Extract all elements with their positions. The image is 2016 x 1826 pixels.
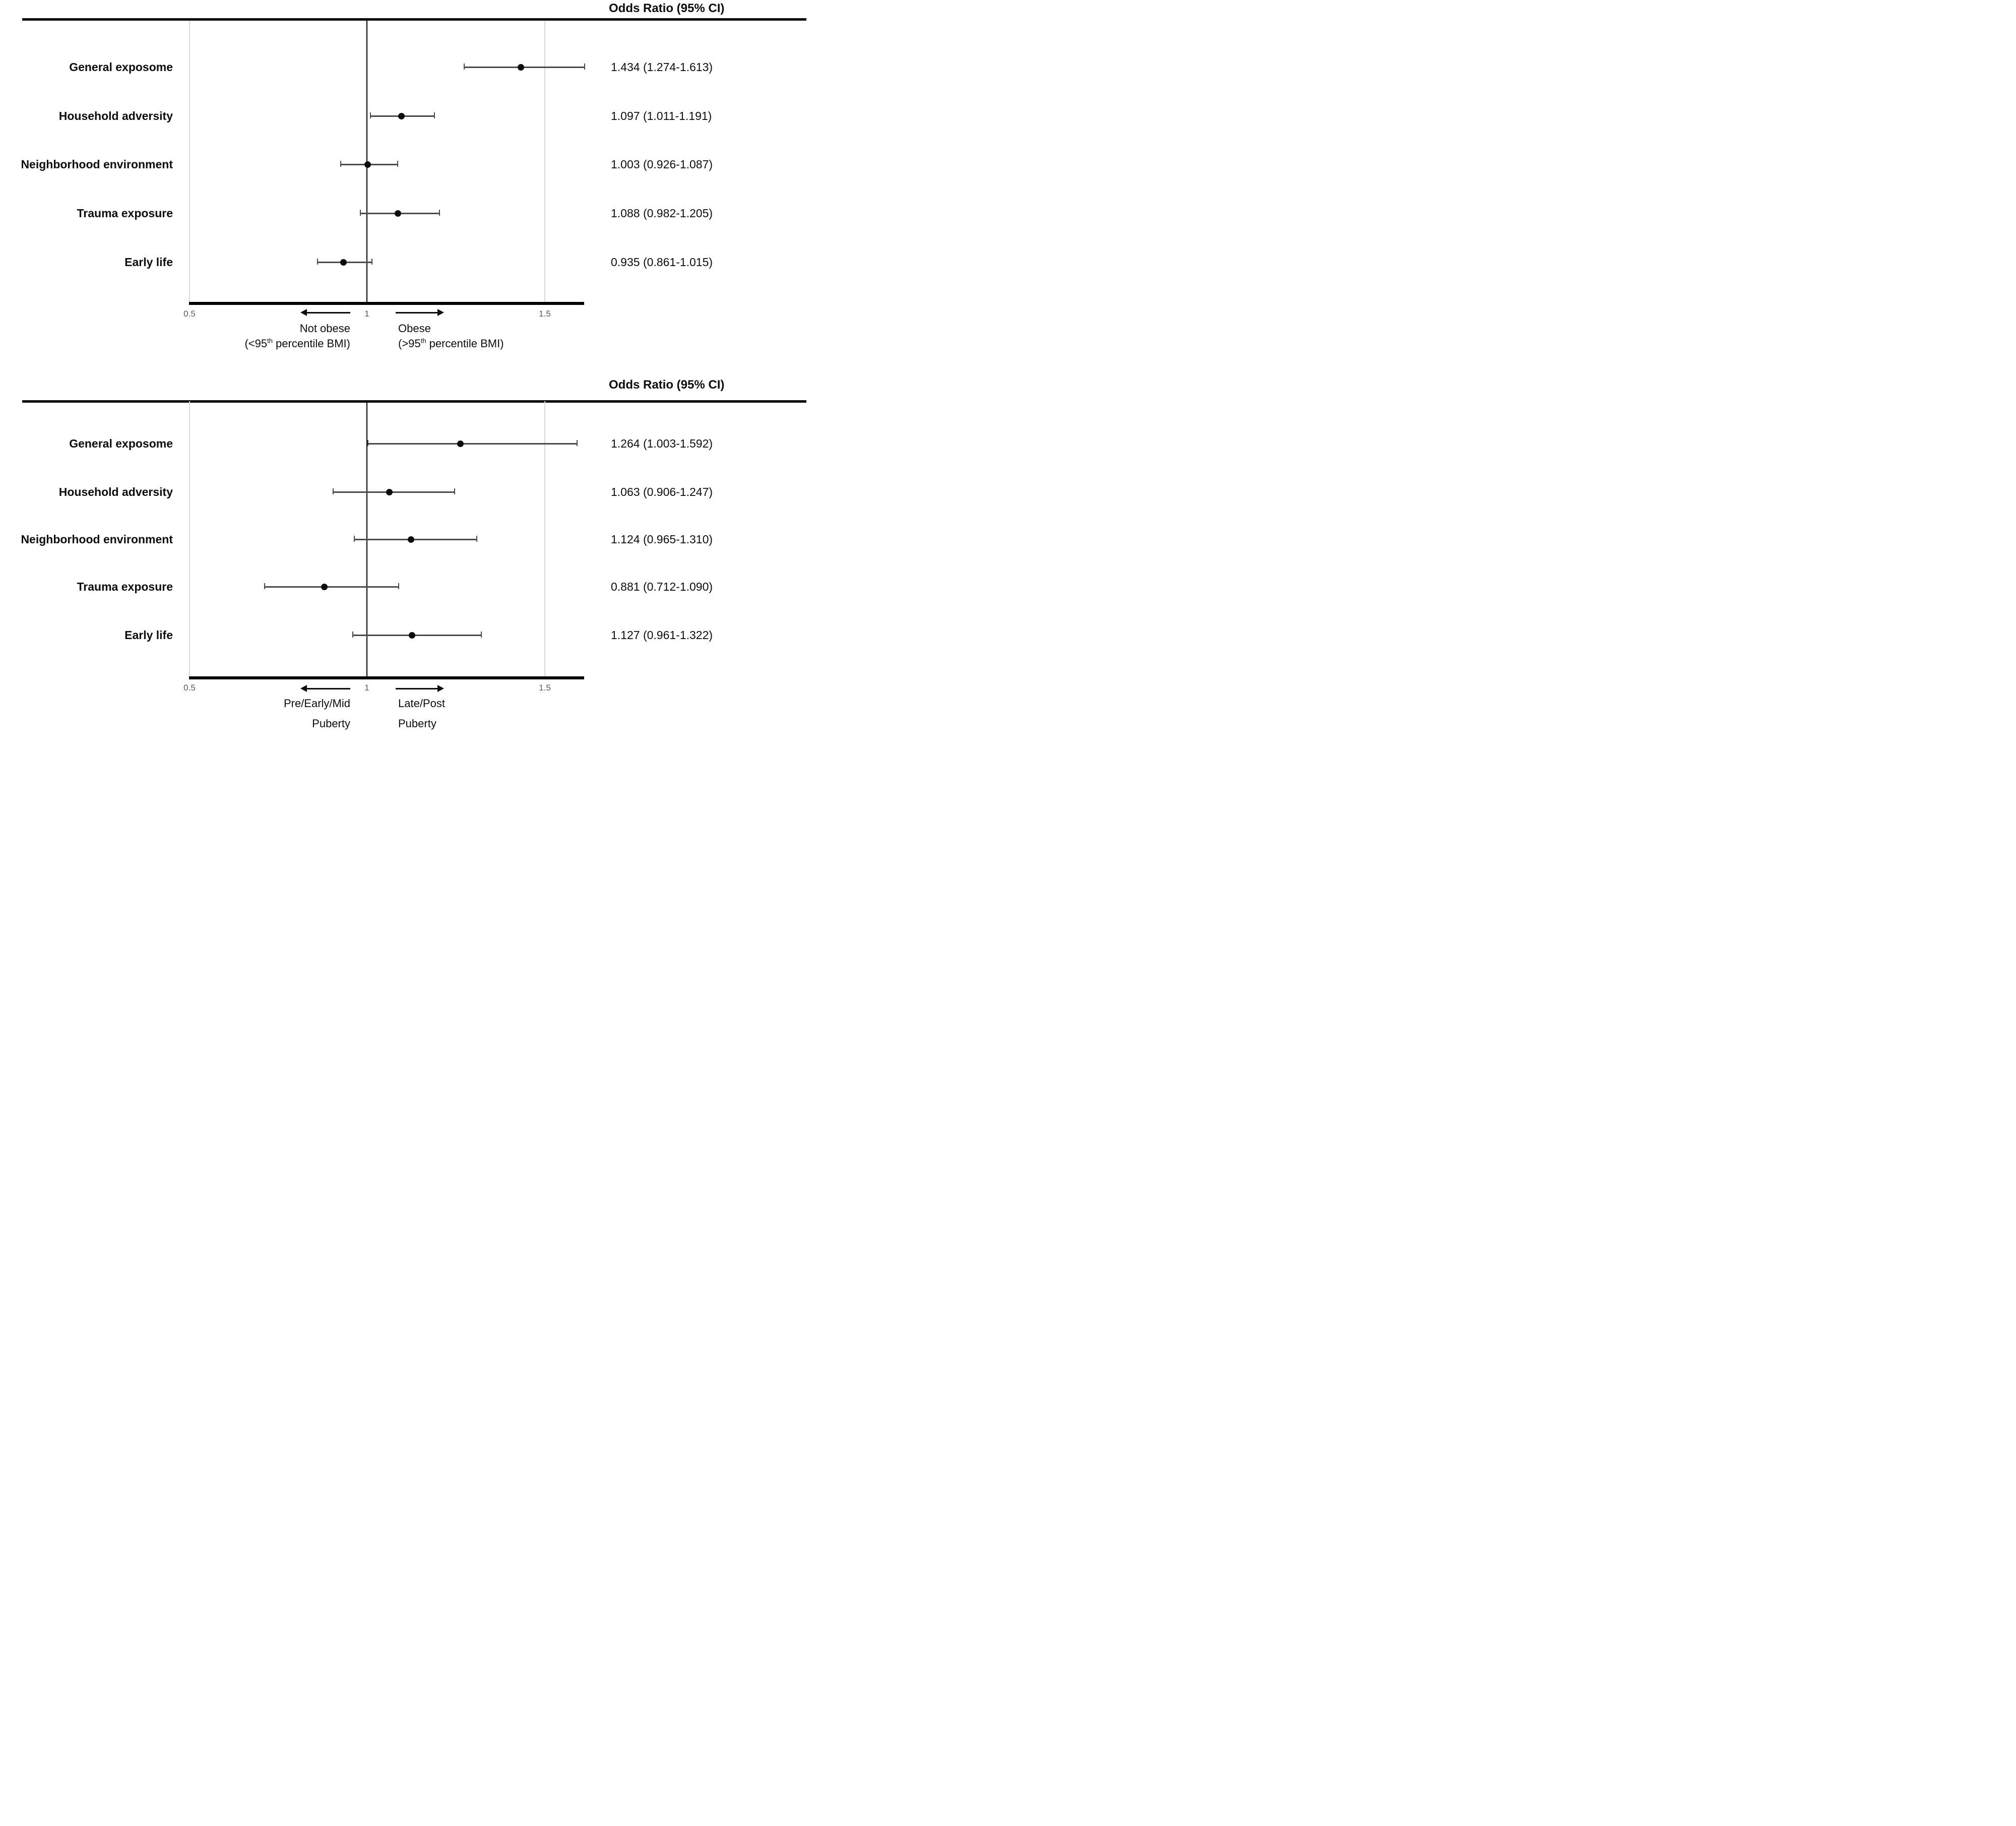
- row-label: Early life: [124, 628, 173, 642]
- direction-label-line: [149, 694, 350, 714]
- label-text: Pre/Early/Mid: [283, 697, 350, 710]
- row-value: 0.935 (0.861-1.015): [611, 256, 713, 269]
- row-labels-column: [0, 401, 176, 679]
- ci-cap-right: [398, 583, 399, 589]
- row-label: General exposome: [69, 60, 173, 74]
- ci-cap-right: [476, 536, 477, 542]
- ci-bar: [354, 539, 477, 540]
- label-text: (>95: [398, 337, 421, 350]
- forest-plot-figure: [0, 0, 806, 731]
- label-text: Obese: [398, 322, 431, 335]
- plot-area: [189, 401, 580, 679]
- arrow-shaft: [306, 688, 350, 689]
- row-label: Neighborhood environment: [21, 533, 173, 546]
- ci-bar: [368, 443, 578, 445]
- ci-cap-right: [577, 440, 578, 446]
- row-label: Trauma exposure: [77, 580, 173, 593]
- direction-label-left: [149, 694, 350, 731]
- ci-bar: [353, 635, 481, 636]
- tick-1-5: 1.5: [539, 683, 551, 692]
- arrow-shaft: [396, 688, 438, 689]
- row-value: 1.124 (0.965-1.310): [611, 533, 713, 546]
- ci-cap-right: [454, 488, 455, 494]
- point-marker: [409, 632, 415, 639]
- ci-cap-left: [367, 440, 368, 446]
- row-value: 1.127 (0.961-1.322): [611, 628, 713, 642]
- row-value: 1.097 (1.011-1.191): [611, 109, 712, 122]
- row-value: 1.264 (1.003-1.592): [611, 437, 713, 450]
- direction-label-right: [398, 694, 610, 731]
- ci-cap-left: [354, 536, 355, 542]
- point-marker: [386, 489, 393, 495]
- values-column: [611, 401, 806, 679]
- label-text: percentile BMI): [272, 337, 350, 350]
- arrow-right-icon: [396, 685, 444, 692]
- label-text: Puberty: [398, 717, 436, 730]
- ci-bar: [265, 586, 399, 588]
- tick-1: 1: [364, 309, 369, 319]
- ci-bar: [333, 491, 455, 493]
- label-text: (<95: [244, 337, 268, 350]
- point-marker: [408, 536, 414, 543]
- superscript: th: [420, 337, 426, 345]
- ci-cap-left: [333, 488, 334, 494]
- ci-cap-left: [264, 583, 265, 589]
- row-label: Neighborhood environment: [21, 158, 173, 171]
- data-rows: [189, 401, 580, 676]
- row-label: General exposome: [69, 437, 173, 450]
- panel-puberty-outcome: [0, 0, 806, 731]
- ci-cap-left: [352, 632, 353, 638]
- ci-cap-right: [481, 632, 482, 638]
- superscript: th: [267, 337, 273, 345]
- panel-header: Odds Ratio (95% CI): [609, 378, 725, 392]
- label-text: percentile BMI): [426, 337, 504, 350]
- point-marker: [457, 440, 464, 447]
- row-label: Early life: [124, 256, 173, 269]
- direction-label-line: [149, 714, 350, 731]
- row-value: 1.003 (0.926-1.087): [611, 158, 713, 171]
- row-value: 1.063 (0.906-1.247): [611, 485, 713, 498]
- panel-header: Odds Ratio (95% CI): [609, 2, 725, 15]
- arrow-left-icon: [300, 685, 350, 692]
- tick-0-5: 0.5: [183, 683, 196, 692]
- row-label: Household adversity: [58, 485, 173, 498]
- row-value: 0.881 (0.712-1.090): [611, 580, 713, 593]
- tick-0-5: 0.5: [183, 309, 196, 319]
- row-value: 1.088 (0.982-1.205): [611, 207, 713, 220]
- x-axis-line: [189, 676, 584, 679]
- label-text: Late/Post: [398, 697, 445, 710]
- row-label: Trauma exposure: [77, 207, 173, 220]
- point-marker: [321, 584, 328, 590]
- label-text: Puberty: [312, 717, 350, 730]
- direction-label-line: [398, 694, 610, 714]
- row-value: 1.434 (1.274-1.613): [611, 60, 713, 74]
- row-label: Household adversity: [58, 109, 173, 122]
- label-text: Not obese: [299, 322, 350, 335]
- arrowhead-right: [437, 685, 444, 692]
- direction-label-line: [398, 714, 610, 731]
- tick-1-5: 1.5: [539, 309, 551, 319]
- tick-1: 1: [364, 683, 369, 692]
